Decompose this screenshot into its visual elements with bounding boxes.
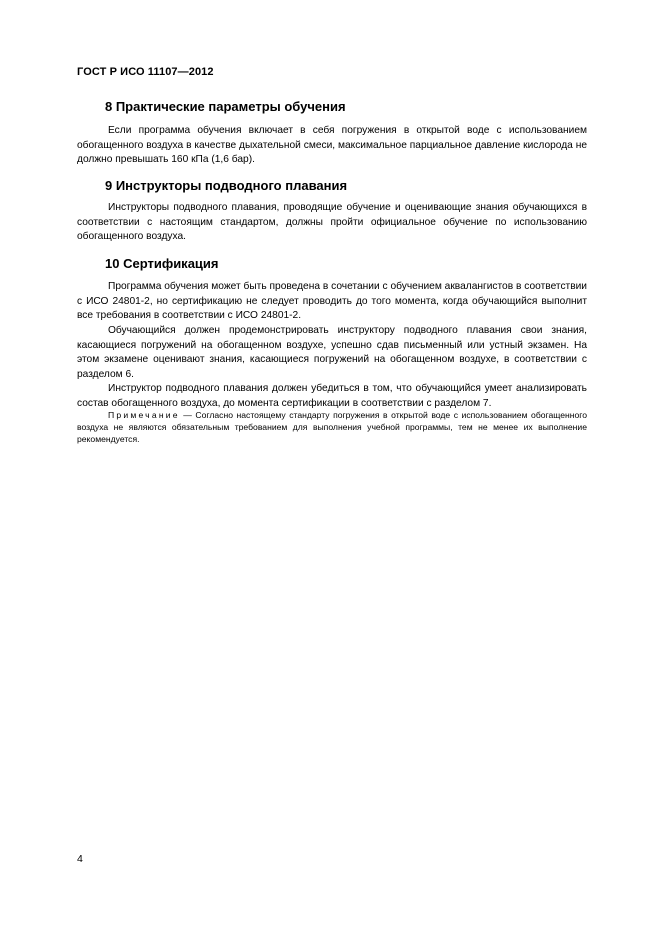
note-label: Примечание xyxy=(108,410,180,420)
section-8-title: 8 Практические параметры обучения xyxy=(105,99,346,114)
section-9-paragraph-1: Инструкторы подводного плавания, проводящие обучение и оценивающие знания обучающихся в соответствии с настоящим стандартом, должны пройти официальное обучение по использованию обогащенного воздуха. xyxy=(77,202,587,243)
section-10-paragraph-1: Программа обучения может быть проведена в сочетании с обучением аквалангистов в соответствии с ИСО 24801-2, но сертификацию не следует проводить до того момента, когда обучающийся выполнит все требования в соответствии с ИСО 24801-2. xyxy=(77,281,587,322)
section-10-paragraph-3: Инструктор подводного плавания должен убедиться в том, что обучающийся умеет анализировать состав обогащенного воздуха, до момента сертификации в соответствии с разделом 7. xyxy=(77,383,587,409)
page-number: 4 xyxy=(77,853,83,865)
note-text: — Согласно настоящему стандарту погружения в открытой воде с использованием обогащенного воздуха не являются обязательным требованием для выполнения учебной программы, тем не менее их выполнение рекомендуется. xyxy=(77,410,587,445)
section-10-title: 10 Сертификация xyxy=(105,256,219,271)
section-8-paragraph-1: Если программа обучения включает в себя погружения в открытой воде с использованием обогащенного воздуха в качестве дыхательной смеси, максимальное парциальное давление кислорода не должно превышать 160 кПа (1,6 бар). xyxy=(77,125,587,166)
section-9-title: 9 Инструкторы подводного плавания xyxy=(105,178,348,193)
document-header: ГОСТ Р ИСО 11107—2012 xyxy=(77,66,214,78)
note xyxy=(77,409,587,446)
section-10-paragraph-2: Обучающийся должен продемонстрировать инструктору подводного плавания свои знания, касающиеся погружений на обогащенном воздухе, успешно сдав письменный или устный экзамен. На этом экзамене оценивают знания, касающиеся погружений на обогащенном воздухе, в соответствии с разделом 6. xyxy=(77,325,587,380)
